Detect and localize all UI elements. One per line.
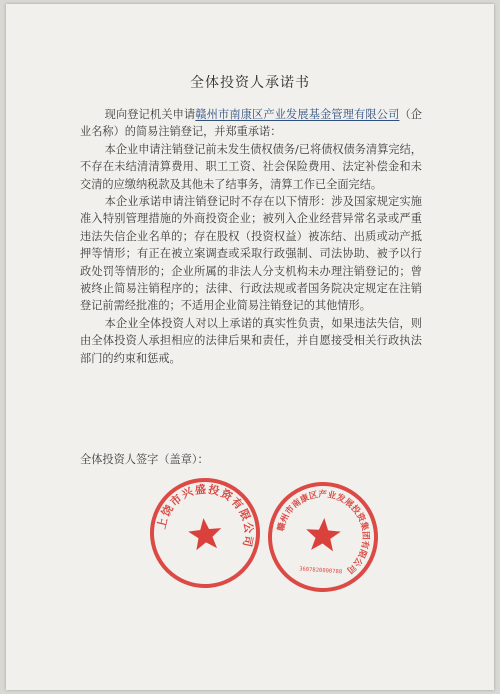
- intro-prefix: 现向登记机关申请: [104, 108, 196, 121]
- paragraph-3: 本企业全体投资人对以上承诺的真实性负责，如果违法失信，则由全体投资人承担相应的法律后果和责任，并自愿接受相关行政执法部门的约束和惩戒。: [80, 316, 422, 365]
- seal-right-number: 3607820000788: [298, 566, 343, 576]
- company-seal-right: [262, 476, 384, 598]
- company-name-hint: （企业名称）: [80, 108, 422, 139]
- document-title: 全体投资人承诺书: [190, 75, 310, 91]
- seal-left-graphic: [142, 470, 267, 595]
- seal-right-text: 赣州市南康区产业发展投资集团有限公司: [276, 489, 371, 576]
- paragraph-1: 本企业申请注销登记前未发生债权债务/已将债权债务清算完结，不存在未结清清算费用、职工工资、社会保险费用、法定补偿金和未交清的应缴纳税款及其他未了结事务，清算工作已全面完结。: [80, 142, 422, 191]
- paragraph-2: 本企业承诺申请注销登记时不存在以下情形：涉及国家规定实施准入特别管理措施的外商投资企业；被列入企业经营异常名录或严重违法失信企业名单的；存在股权（投资权益）被冻结、出质或动产抵押等情形；有正在被立案调查或采取行政强制、司法协助、被予以行政处罚等情形的；企业所属的非法人分支机构未办理注销登记的；曾被终止简易注销程序的；法律、行政法规或者国务院决定规定在注销登记前需经批准的；不适用企业简易注销登记的其他情形。: [80, 195, 422, 313]
- seal-left-text: 上饶市兴盛投资有限公司: [154, 482, 256, 550]
- company-name: 赣州市南康区产业发展基金管理有限公司: [195, 108, 400, 121]
- intro-suffix: 的简易注销登记，并郑重承诺：: [124, 125, 282, 139]
- seal-right-graphic: [262, 476, 384, 598]
- company-seal-left: [142, 470, 267, 595]
- intro-paragraph: [80, 106, 422, 141]
- svg-text:上饶市兴盛投资有限公司: [150, 477, 258, 560]
- signature-label: 全体投资人签字（盖章）：: [80, 453, 209, 466]
- document-body: [80, 106, 422, 367]
